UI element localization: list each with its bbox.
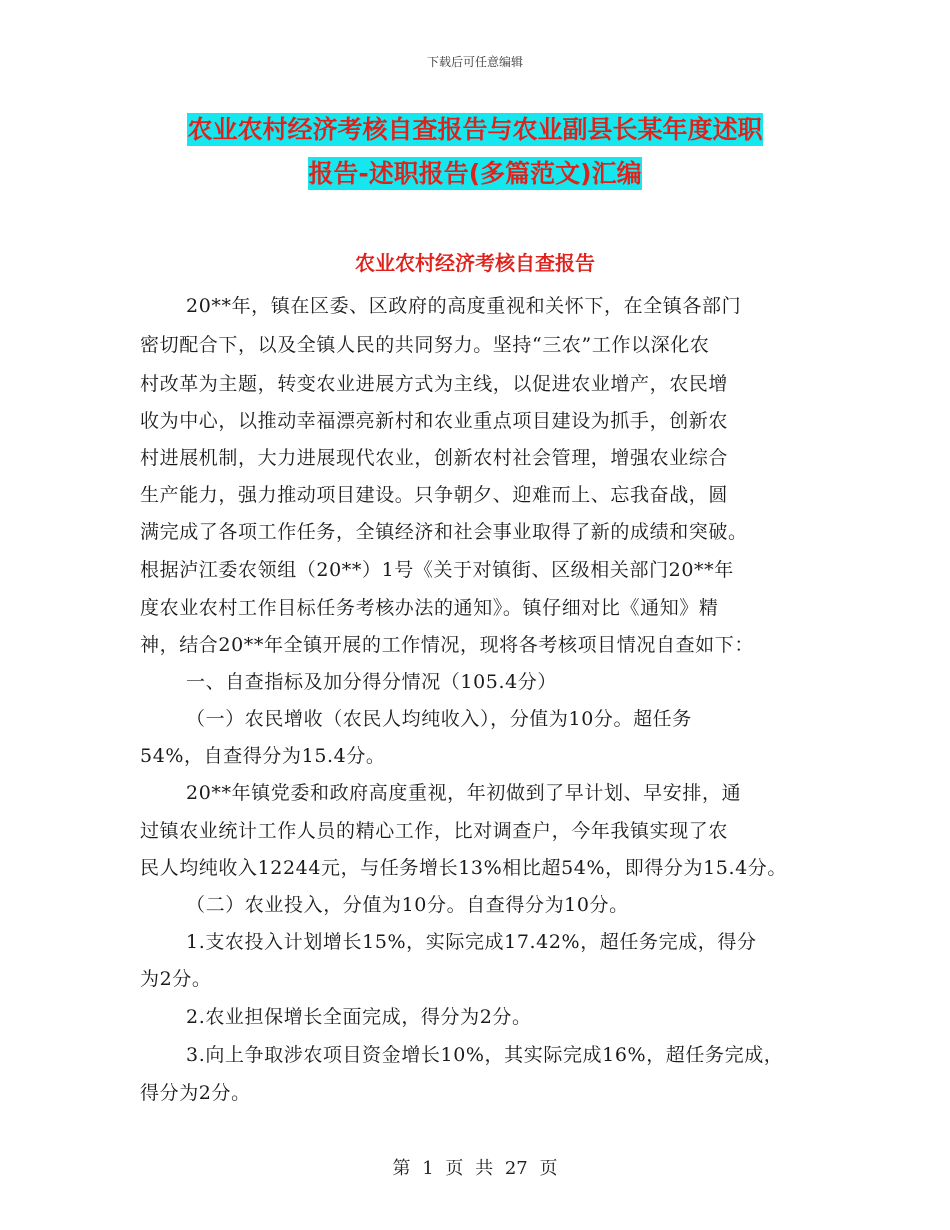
- paragraph-line: 为2分。: [140, 968, 212, 990]
- paragraph-line: 收为中心，以推动幸福漂亮新村和农业重点项目建设为抓手，创新农: [140, 410, 729, 432]
- paragraph-line: 得分为2分。: [140, 1082, 251, 1104]
- paragraph-line: 民人均纯收入12244元，与任务增长13%相比超54%，即得分为15.4分。: [140, 857, 788, 879]
- page-number-footer: 第 1 页 共 27 页: [392, 1158, 558, 1179]
- paragraph-line: 20**年，镇在区委、区政府的高度重视和关怀下，在全镇各部门: [186, 295, 742, 317]
- paragraph-line: 过镇农业统计工作人员的精心工作，比对调查户，今年我镇实现了农: [140, 820, 729, 842]
- paragraph-line: 54%，自查得分为15.4分。: [140, 745, 386, 767]
- paragraph-line: 2.农业担保增长全面完成，得分为2分。: [186, 1006, 532, 1028]
- document-title-line-2: 报告-述职报告(多篇范文)汇编: [308, 159, 642, 188]
- paragraph-line: 密切配合下，以及全镇人民的共同努力。坚持“三农”工作以深化农: [140, 334, 710, 356]
- paragraph-line: 满完成了各项工作任务，全镇经济和社会事业取得了新的成绩和突破。: [140, 521, 748, 543]
- paragraph-line: （一）农民增收（农民人均纯收入），分值为10分。超任务: [186, 708, 692, 730]
- paragraph-line: 村进展机制，大力进展现代农业，创新农村社会管理，增强农业综合: [140, 447, 729, 469]
- paragraph-line: 度农业农村工作目标任务考核办法的通知》。镇仔细对比《通知》精: [140, 597, 719, 619]
- paragraph-line: 一、自查指标及加分得分情况（105.4分）: [186, 671, 557, 693]
- section-heading: 农业农村经济考核自查报告: [355, 251, 595, 275]
- paragraph-line: 3.向上争取涉农项目资金增长10%，其实际完成16%，超任务完成，: [186, 1044, 784, 1066]
- paragraph-line: 生产能力，强力推动项目建设。只争朝夕、迎难而上、忘我奋战，圆: [140, 484, 729, 506]
- paragraph-line: （二）农业投入，分值为10分。自查得分为10分。: [186, 894, 629, 916]
- paragraph-line: 根据泸江委农领组（20**）1号《关于对镇街、区级相关部门20**年: [140, 559, 734, 581]
- paragraph-line: 神，结合20**年全镇开展的工作情况，现将各考核项目情况自查如下：: [140, 634, 754, 656]
- paragraph-line: 20**年镇党委和政府高度重视，年初做到了早计划、早安排，通: [186, 782, 742, 804]
- download-note: 下载后可任意编辑: [426, 55, 523, 69]
- document-title-line-1: 农业农村经济考核自查报告与农业副县长某年度述职: [187, 115, 763, 144]
- paragraph-line: 村改革为主题，转变农业进展方式为主线，以促进农业增产，农民增: [140, 373, 729, 395]
- paragraph-line: 1.支农投入计划增长15%，实际完成17.42%，超任务完成，得分: [186, 931, 757, 953]
